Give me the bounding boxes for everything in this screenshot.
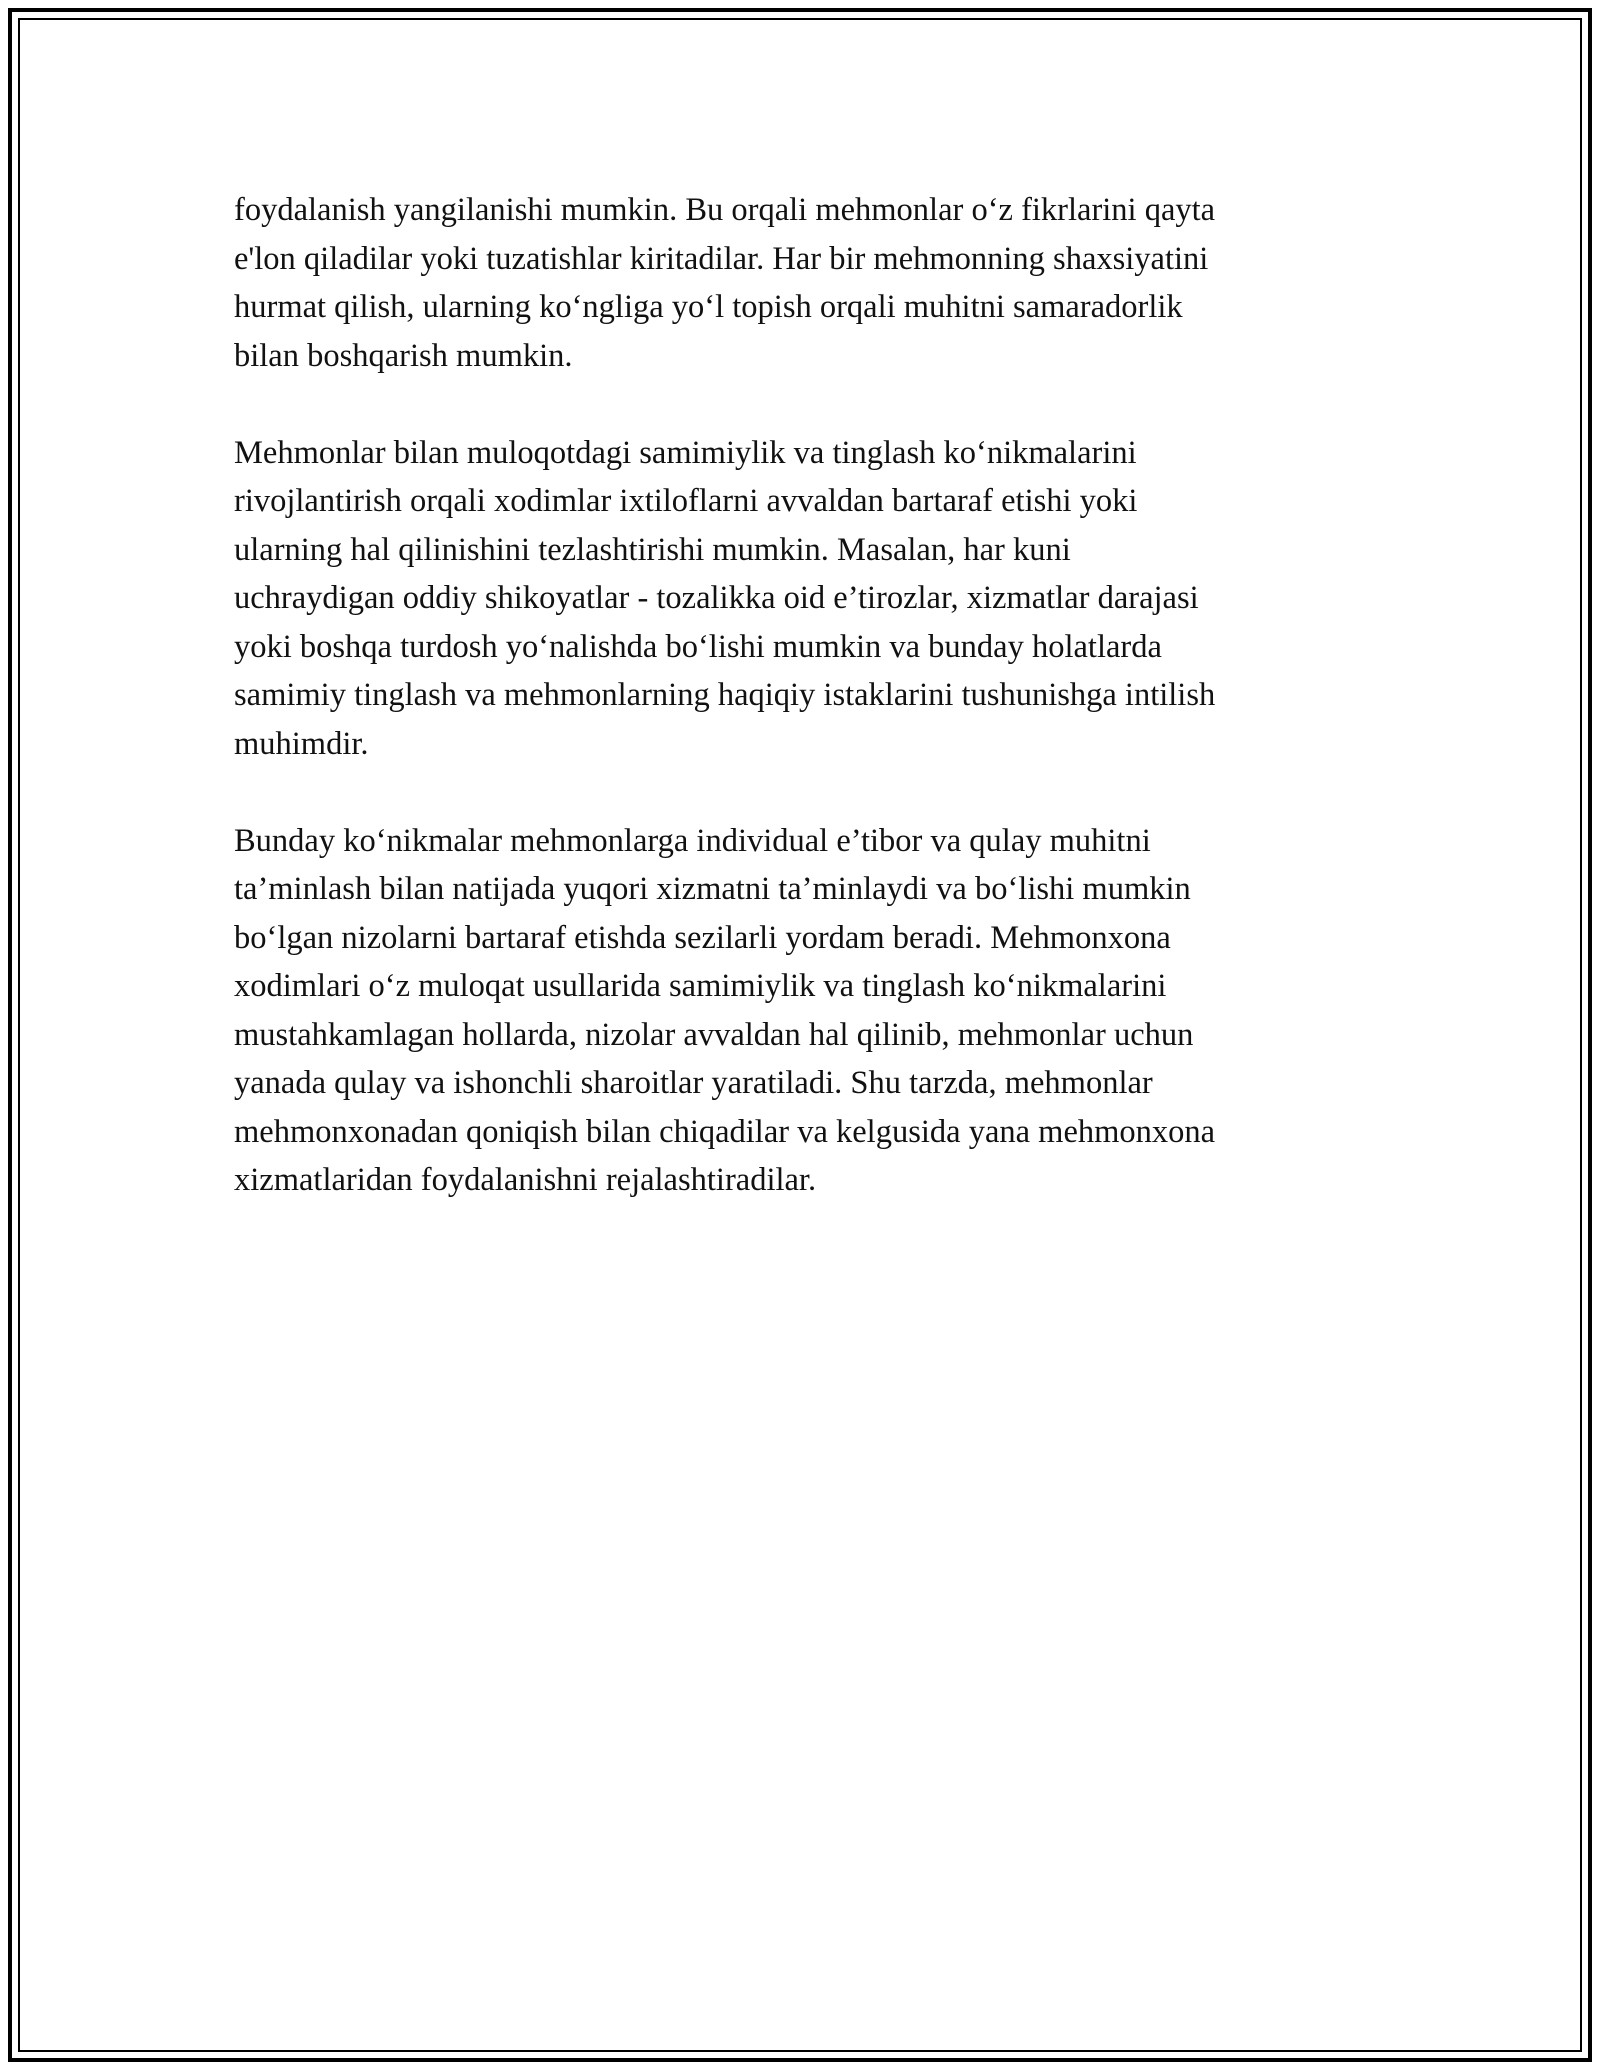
text-line: samimiy tinglash va mehmonlarning haqiqiy istaklarini tushunishga intilish [234, 677, 1216, 713]
text-line: ularning hal qilinishini tezlashtirishi mumkin. Masalan, har kuni [234, 531, 1071, 568]
text-line: bilan boshqarish mumkin. [234, 337, 573, 374]
text-line: bo‘lgan nizolarni bartaraf etishda sezilarli yordam beradi. Mehmonxona [234, 919, 1171, 956]
text-line: rivojlantirish orqali xodimlar ixtiloflarni avvaldan bartaraf etishi yoki [234, 483, 1138, 519]
text-line: foydalanish yangilanishi mumkin. Bu orqali mehmonlar o‘z fikrlarini qayta [234, 192, 1216, 228]
paragraph-3 [234, 817, 1354, 1205]
text-line: uchraydigan oddiy shikoyatlar - tozalikka oid e’tirozlar, xizmatlar darajasi [234, 580, 1199, 616]
text-line: mehmonxonadan qoniqish bilan chiqadilar va kelgusida yana mehmonxona [234, 1113, 1216, 1150]
text-line: hurmat qilish, ularning ko‘ngliga yo‘l topish orqali muhitni samaradorlik [234, 289, 1183, 325]
document-body [234, 186, 1354, 1253]
text-line: mustahkamlagan hollarda, nizolar avvaldan hal qilinib, mehmonlar uchun [234, 1016, 1194, 1053]
text-line: e'lon qiladilar yoki tuzatishlar kiritadilar. Har bir mehmonning shaxsiyatini [234, 240, 1209, 277]
text-line: yanada qulay va ishonchli sharoitlar yaratiladi. Shu tarzda, mehmonlar [234, 1065, 1153, 1101]
text-line: xizmatlaridan foydalanishni rejalashtiradilar. [234, 1162, 817, 1198]
text-line: yoki boshqa turdosh yo‘nalishda bo‘lishi mumkin va bunday holatlarda [234, 628, 1162, 665]
text-line: muhimdir. [234, 725, 369, 762]
text-line: ta’minlash bilan natijada yuqori xizmatni ta’minlaydi va bo‘lishi mumkin [234, 871, 1191, 907]
paragraph-2 [234, 429, 1354, 769]
text-line: Bunday ko‘nikmalar mehmonlarga individual e’tibor va qulay muhitni [234, 822, 1151, 859]
text-line: xodimlari o‘z muloqat usullarida samimiylik va tinglash ko‘nikmalarini [234, 968, 1167, 1004]
text-line: Mehmonlar bilan muloqotdagi samimiylik va tinglash ko‘nikmalarini [234, 434, 1137, 471]
paragraph-1 [234, 186, 1354, 380]
